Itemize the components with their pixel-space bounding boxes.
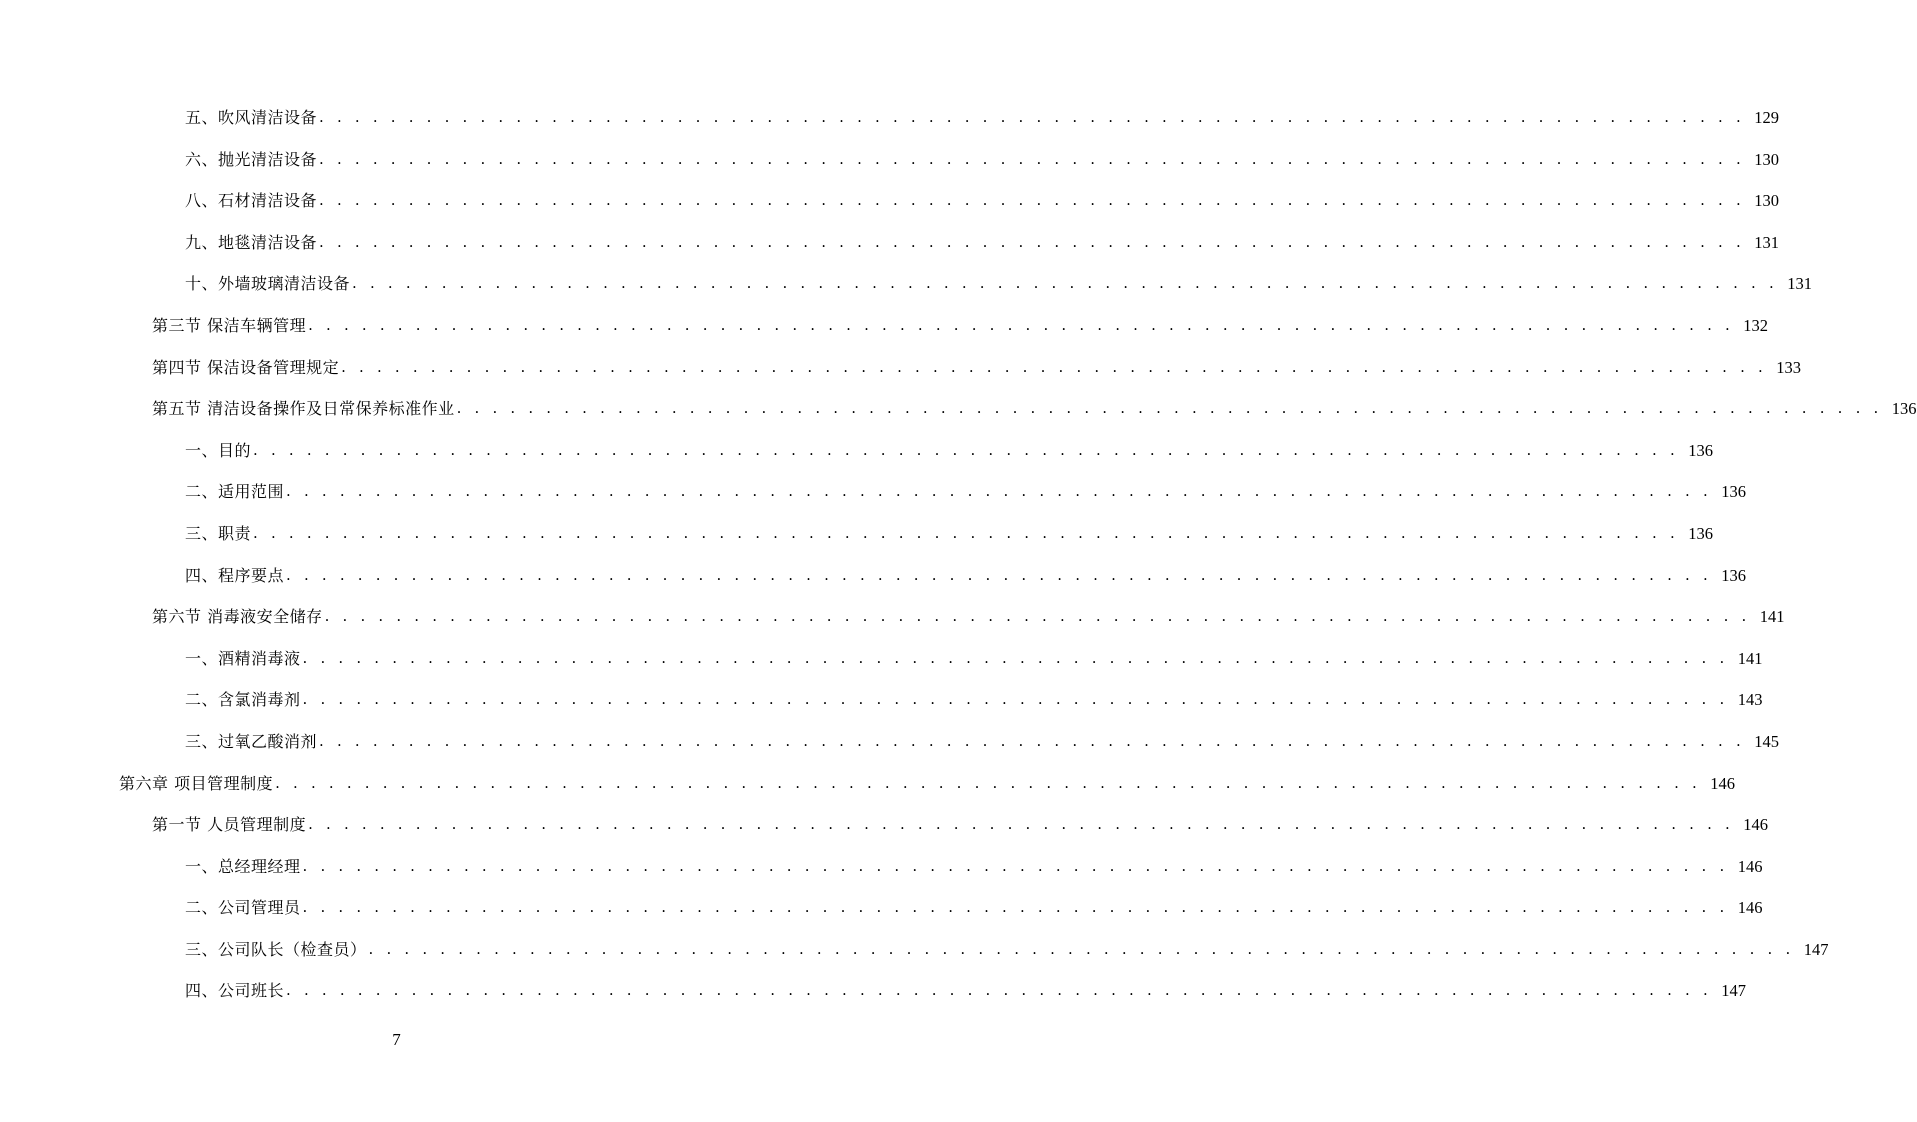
- toc-dot-leader: . . . . . . . . . . . . . . . . . . . . . . . . . . . . . . . . . . . . . . . . . . . . . . . . . . . . . . . . . . . . . . . . . . . . . . . . . . . . . . . .: [286, 482, 1712, 501]
- toc-dot-leader: . . . . . . . . . . . . . . . . . . . . . . . . . . . . . . . . . . . . . . . . . . . . . . . . . . . . . . . . . . . . . . . . . . . . . . . . . . . . . . . .: [308, 815, 1735, 834]
- toc-dot-leader: . . . . . . . . . . . . . . . . . . . . . . . . . . . . . . . . . . . . . . . . . . . . . . . . . . . . . . . . . . . . . . . . . . . . . . . . . . . . . . . .: [319, 149, 1745, 168]
- toc-entry-title: 第四节 保洁设备管理规定: [152, 357, 340, 377]
- toc-entry[interactable]: [0, 929, 1829, 971]
- toc-entry-page: 130: [1754, 149, 1779, 169]
- toc-entry-title: 第三节 保洁车辆管理: [152, 315, 307, 335]
- table-of-contents: [0, 97, 1917, 1012]
- toc-entry-page: 147: [1803, 939, 1829, 959]
- toc-dot-leader: . . . . . . . . . . . . . . . . . . . . . . . . . . . . . . . . . . . . . . . . . . . . . . . . . . . . . . . . . . . . . . . . . . . . . . . . . . . . . . . .: [302, 898, 1729, 917]
- toc-entry-page: 136: [1688, 440, 1713, 460]
- toc-dot-leader: . . . . . . . . . . . . . . . . . . . . . . . . . . . . . . . . . . . . . . . . . . . . . . . . . . . . . . . . . . . . . . . . . . . . . . . . . . . . . . . .: [319, 191, 1745, 210]
- toc-entry-page: 136: [1721, 565, 1746, 585]
- toc-entry-page: 130: [1754, 191, 1779, 211]
- toc-dot-leader: . . . . . . . . . . . . . . . . . . . . . . . . . . . . . . . . . . . . . . . . . . . . . . . . . . . . . . . . . . . . . . . . . . . . . . . . . . . . . . . .: [308, 315, 1735, 334]
- page-number: 7: [392, 1030, 401, 1049]
- toc-dot-leader: . . . . . . . . . . . . . . . . . . . . . . . . . . . . . . . . . . . . . . . . . . . . . . . . . . . . . . . . . . . . . . . . . . . . . . . . . . . . . . . .: [275, 773, 1702, 792]
- toc-entry-title: 三、过氧乙酸消剂: [185, 731, 318, 751]
- toc-dot-leader: . . . . . . . . . . . . . . . . . . . . . . . . . . . . . . . . . . . . . . . . . . . . . . . . . . . . . . . . . . . . . . . . . . . . . . . . . . . . . . . .: [253, 523, 1679, 542]
- toc-entry-title: 十、外墙玻璃清洁设备: [185, 274, 351, 294]
- toc-entry-title: 第六章 项目管理制度: [119, 773, 274, 793]
- toc-entry[interactable]: [0, 970, 1746, 1012]
- toc-dot-leader: . . . . . . . . . . . . . . . . . . . . . . . . . . . . . . . . . . . . . . . . . . . . . . . . . . . . . . . . . . . . . . . . . . . . . . . . . . . . . . . .: [324, 607, 1751, 626]
- toc-entry-page: 146: [1710, 773, 1736, 793]
- toc-entry[interactable]: [0, 139, 1779, 181]
- toc-dot-leader: . . . . . . . . . . . . . . . . . . . . . . . . . . . . . . . . . . . . . . . . . . . . . . . . . . . . . . . . . . . . . . . . . . . . . . . . . . . . . . . .: [319, 232, 1745, 251]
- toc-entry[interactable]: [0, 846, 1763, 888]
- toc-dot-leader: . . . . . . . . . . . . . . . . . . . . . . . . . . . . . . . . . . . . . . . . . . . . . . . . . . . . . . . . . . . . . . . . . . . . . . . . . . . . . . . .: [302, 856, 1729, 875]
- toc-entry-page: 132: [1743, 315, 1769, 335]
- toc-entry[interactable]: [0, 721, 1779, 763]
- toc-entry[interactable]: [0, 388, 1917, 430]
- toc-entry[interactable]: [0, 305, 1769, 347]
- toc-entry-title: 五、吹风清洁设备: [185, 108, 318, 127]
- toc-entry[interactable]: [0, 804, 1769, 846]
- toc-entry-title: 八、石材清洁设备: [185, 191, 318, 211]
- toc-entry-title: 一、总经理经理: [185, 856, 301, 876]
- toc-dot-leader: . . . . . . . . . . . . . . . . . . . . . . . . . . . . . . . . . . . . . . . . . . . . . . . . . . . . . . . . . . . . . . . . . . . . . . . . . . . . . . . .: [319, 108, 1745, 126]
- toc-entry-title: 第五节 清洁设备操作及日常保养标准作业: [152, 399, 455, 419]
- toc-dot-leader: . . . . . . . . . . . . . . . . . . . . . . . . . . . . . . . . . . . . . . . . . . . . . . . . . . . . . . . . . . . . . . . . . . . . . . . . . . . . . . . .: [341, 357, 1768, 376]
- toc-dot-leader: . . . . . . . . . . . . . . . . . . . . . . . . . . . . . . . . . . . . . . . . . . . . . . . . . . . . . . . . . . . . . . . . . . . . . . . . . . . . . . . .: [286, 981, 1712, 1000]
- toc-entry[interactable]: [0, 347, 1802, 389]
- toc-entry-page: 143: [1737, 690, 1763, 710]
- toc-entry-page: 147: [1721, 981, 1746, 1001]
- toc-entry-title: 第一节 人员管理制度: [152, 815, 307, 835]
- toc-dot-leader: . . . . . . . . . . . . . . . . . . . . . . . . . . . . . . . . . . . . . . . . . . . . . . . . . . . . . . . . . . . . . . . . . . . . . . . . . . . . . . . .: [302, 648, 1729, 667]
- toc-entry-title: 二、含氯消毒剂: [185, 690, 301, 710]
- toc-entry-title: 四、程序要点: [185, 565, 285, 585]
- toc-entry-page: 146: [1743, 815, 1769, 835]
- toc-entry-page: 136: [1891, 399, 1917, 419]
- toc-entry-page: 146: [1737, 856, 1763, 876]
- toc-entry-page: 136: [1721, 482, 1746, 502]
- toc-entry[interactable]: [0, 263, 1812, 305]
- toc-entry-title: 二、公司管理员: [185, 898, 301, 918]
- toc-entry-page: 129: [1754, 108, 1779, 127]
- toc-entry[interactable]: [0, 430, 1713, 472]
- toc-dot-leader: . . . . . . . . . . . . . . . . . . . . . . . . . . . . . . . . . . . . . . . . . . . . . . . . . . . . . . . . . . . . . . . . . . . . . . . . . . . . . . . .: [302, 690, 1729, 709]
- toc-entry-page: 141: [1759, 607, 1785, 627]
- toc-entry-title: 六、抛光清洁设备: [185, 149, 318, 169]
- toc-entry-title: 二、适用范围: [185, 482, 285, 502]
- toc-entry-page: 146: [1737, 898, 1763, 918]
- toc-dot-leader: . . . . . . . . . . . . . . . . . . . . . . . . . . . . . . . . . . . . . . . . . . . . . . . . . . . . . . . . . . . . . . . . . . . . . . . . . . . . . . . .: [286, 565, 1712, 584]
- toc-entry[interactable]: [0, 471, 1746, 513]
- toc-entry-page: 133: [1776, 357, 1802, 377]
- toc-entry-title: 四、公司班长: [185, 981, 285, 1001]
- toc-entry-title: 三、职责: [185, 523, 252, 543]
- toc-entry[interactable]: [0, 887, 1763, 929]
- toc-entry[interactable]: [0, 513, 1713, 555]
- toc-entry[interactable]: [0, 638, 1763, 680]
- toc-entry-page: 141: [1737, 648, 1763, 668]
- toc-dot-leader: . . . . . . . . . . . . . . . . . . . . . . . . . . . . . . . . . . . . . . . . . . . . . . . . . . . . . . . . . . . . . . . . . . . . . . . . . . . . . . . .: [253, 440, 1679, 459]
- toc-dot-leader: . . . . . . . . . . . . . . . . . . . . . . . . . . . . . . . . . . . . . . . . . . . . . . . . . . . . . . . . . . . . . . . . . . . . . . . . . . . . . . . .: [319, 731, 1745, 750]
- toc-entry-title: 一、酒精消毒液: [185, 648, 301, 668]
- toc-entry[interactable]: [0, 555, 1746, 597]
- toc-entry-page: 131: [1787, 274, 1812, 294]
- toc-entry-title: 一、目的: [185, 440, 252, 460]
- toc-entry-title: 九、地毯清洁设备: [185, 232, 318, 252]
- toc-entry[interactable]: [0, 679, 1763, 721]
- toc-entry-title: 第六节 消毒液安全储存: [152, 607, 323, 627]
- toc-entry[interactable]: [0, 596, 1785, 638]
- toc-dot-leader: . . . . . . . . . . . . . . . . . . . . . . . . . . . . . . . . . . . . . . . . . . . . . . . . . . . . . . . . . . . . . . . . . . . . . . . . . . . . . . . .: [456, 399, 1883, 418]
- toc-entry[interactable]: [0, 180, 1779, 222]
- toc-entry-page: 136: [1688, 523, 1713, 543]
- toc-entry[interactable]: [0, 222, 1779, 264]
- toc-entry-page: 145: [1754, 731, 1779, 751]
- toc-dot-leader: . . . . . . . . . . . . . . . . . . . . . . . . . . . . . . . . . . . . . . . . . . . . . . . . . . . . . . . . . . . . . . . . . . . . . . . . . . . . . . . .: [352, 274, 1778, 293]
- toc-entry[interactable]: [0, 763, 1736, 805]
- toc-entry-page: 131: [1754, 232, 1779, 252]
- toc-dot-leader: . . . . . . . . . . . . . . . . . . . . . . . . . . . . . . . . . . . . . . . . . . . . . . . . . . . . . . . . . . . . . . . . . . . . . . . . . . . . . . . .: [368, 939, 1795, 958]
- toc-entry-title: 三、公司队长（检查员）: [185, 939, 367, 959]
- toc-entry[interactable]: [0, 97, 1779, 139]
